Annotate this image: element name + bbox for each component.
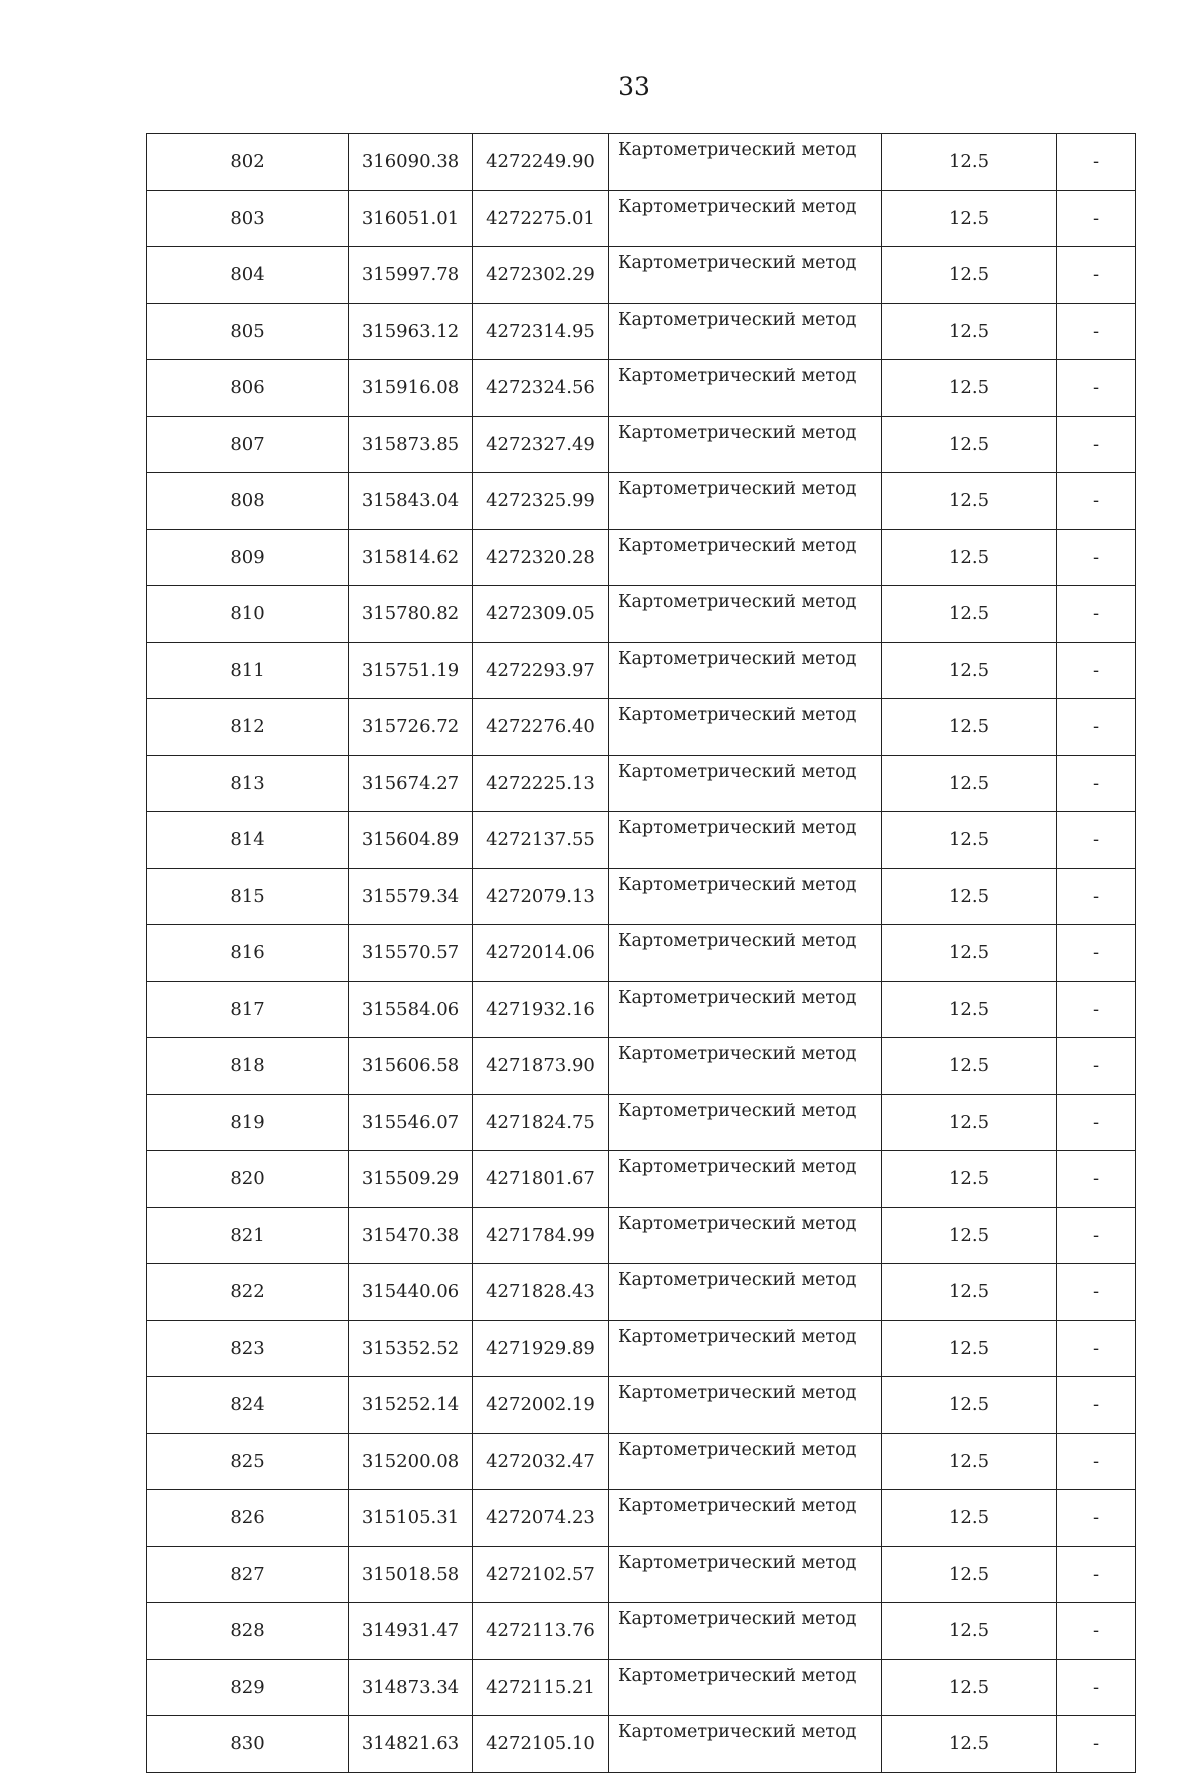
x-coordinate-cell: 315674.27	[349, 755, 473, 812]
method-cell: Картометрический метод	[609, 981, 882, 1038]
point-number-cell: 826	[147, 1490, 349, 1547]
accuracy-cell: 12.5	[882, 247, 1057, 304]
table-row	[147, 134, 1136, 191]
x-coordinate-cell: 315570.57	[349, 925, 473, 982]
accuracy-cell: 12.5	[882, 529, 1057, 586]
point-number-cell: 830	[147, 1716, 349, 1773]
y-coordinate-cell: 4272002.19	[473, 1377, 609, 1434]
accuracy-cell: 12.5	[882, 1546, 1057, 1603]
description-cell: -	[1057, 1433, 1136, 1490]
table-row	[147, 1151, 1136, 1208]
x-coordinate-cell: 315606.58	[349, 1038, 473, 1095]
accuracy-cell: 12.5	[882, 1490, 1057, 1547]
method-cell: Картометрический метод	[609, 925, 882, 982]
method-cell: Картометрический метод	[609, 1320, 882, 1377]
accuracy-cell: 12.5	[882, 360, 1057, 417]
point-number-cell: 813	[147, 755, 349, 812]
x-coordinate-cell: 314931.47	[349, 1603, 473, 1660]
point-number-cell: 821	[147, 1207, 349, 1264]
x-coordinate-cell: 315546.07	[349, 1094, 473, 1151]
description-cell: -	[1057, 1207, 1136, 1264]
x-coordinate-cell: 315726.72	[349, 699, 473, 756]
x-coordinate-cell: 315509.29	[349, 1151, 473, 1208]
method-cell: Картометрический метод	[609, 1038, 882, 1095]
point-number-cell: 805	[147, 303, 349, 360]
method-cell: Картометрический метод	[609, 755, 882, 812]
description-cell: -	[1057, 303, 1136, 360]
x-coordinate-cell: 315751.19	[349, 642, 473, 699]
point-number-cell: 809	[147, 529, 349, 586]
description-cell: -	[1057, 1038, 1136, 1095]
y-coordinate-cell: 4272113.76	[473, 1603, 609, 1660]
y-coordinate-cell: 4272314.95	[473, 303, 609, 360]
accuracy-cell: 12.5	[882, 303, 1057, 360]
table-body	[147, 134, 1136, 1773]
table-row	[147, 1433, 1136, 1490]
coordinates-table	[146, 133, 1136, 1773]
point-number-cell: 823	[147, 1320, 349, 1377]
x-coordinate-cell: 315105.31	[349, 1490, 473, 1547]
y-coordinate-cell: 4272293.97	[473, 642, 609, 699]
accuracy-cell: 12.5	[882, 1038, 1057, 1095]
table-row	[147, 1716, 1136, 1773]
table-row	[147, 303, 1136, 360]
accuracy-cell: 12.5	[882, 1320, 1057, 1377]
method-cell: Картометрический метод	[609, 642, 882, 699]
y-coordinate-cell: 4272276.40	[473, 699, 609, 756]
table-row	[147, 925, 1136, 982]
accuracy-cell: 12.5	[882, 1433, 1057, 1490]
method-cell: Картометрический метод	[609, 247, 882, 304]
method-cell: Картометрический метод	[609, 360, 882, 417]
method-cell: Картометрический метод	[609, 1659, 882, 1716]
point-number-cell: 815	[147, 868, 349, 925]
y-coordinate-cell: 4272115.21	[473, 1659, 609, 1716]
x-coordinate-cell: 315780.82	[349, 586, 473, 643]
method-cell: Картометрический метод	[609, 529, 882, 586]
description-cell: -	[1057, 1546, 1136, 1603]
accuracy-cell: 12.5	[882, 1716, 1057, 1773]
point-number-cell: 825	[147, 1433, 349, 1490]
table-row	[147, 360, 1136, 417]
point-number-cell: 803	[147, 190, 349, 247]
x-coordinate-cell: 314821.63	[349, 1716, 473, 1773]
y-coordinate-cell: 4272079.13	[473, 868, 609, 925]
method-cell: Картометрический метод	[609, 586, 882, 643]
x-coordinate-cell: 315873.85	[349, 416, 473, 473]
description-cell: -	[1057, 925, 1136, 982]
method-cell: Картометрический метод	[609, 1603, 882, 1660]
y-coordinate-cell: 4272225.13	[473, 755, 609, 812]
point-number-cell: 806	[147, 360, 349, 417]
accuracy-cell: 12.5	[882, 190, 1057, 247]
description-cell: -	[1057, 1151, 1136, 1208]
table-row	[147, 586, 1136, 643]
point-number-cell: 814	[147, 812, 349, 869]
y-coordinate-cell: 4272102.57	[473, 1546, 609, 1603]
method-cell: Картометрический метод	[609, 416, 882, 473]
description-cell: -	[1057, 981, 1136, 1038]
x-coordinate-cell: 316090.38	[349, 134, 473, 191]
description-cell: -	[1057, 868, 1136, 925]
x-coordinate-cell: 315470.38	[349, 1207, 473, 1264]
table-row	[147, 1603, 1136, 1660]
method-cell: Картометрический метод	[609, 1264, 882, 1321]
x-coordinate-cell: 315604.89	[349, 812, 473, 869]
table-row	[147, 1094, 1136, 1151]
x-coordinate-cell: 315018.58	[349, 1546, 473, 1603]
table-row	[147, 1659, 1136, 1716]
y-coordinate-cell: 4272105.10	[473, 1716, 609, 1773]
table-row	[147, 1320, 1136, 1377]
y-coordinate-cell: 4272309.05	[473, 586, 609, 643]
method-cell: Картометрический метод	[609, 303, 882, 360]
point-number-cell: 829	[147, 1659, 349, 1716]
table-row	[147, 1490, 1136, 1547]
description-cell: -	[1057, 473, 1136, 530]
y-coordinate-cell: 4272320.28	[473, 529, 609, 586]
description-cell: -	[1057, 1603, 1136, 1660]
point-number-cell: 818	[147, 1038, 349, 1095]
y-coordinate-cell: 4271929.89	[473, 1320, 609, 1377]
table-row	[147, 755, 1136, 812]
accuracy-cell: 12.5	[882, 1659, 1057, 1716]
y-coordinate-cell: 4271873.90	[473, 1038, 609, 1095]
description-cell: -	[1057, 642, 1136, 699]
description-cell: -	[1057, 416, 1136, 473]
x-coordinate-cell: 314873.34	[349, 1659, 473, 1716]
accuracy-cell: 12.5	[882, 586, 1057, 643]
y-coordinate-cell: 4271784.99	[473, 1207, 609, 1264]
point-number-cell: 828	[147, 1603, 349, 1660]
method-cell: Картометрический метод	[609, 1490, 882, 1547]
description-cell: -	[1057, 247, 1136, 304]
description-cell: -	[1057, 529, 1136, 586]
x-coordinate-cell: 315440.06	[349, 1264, 473, 1321]
method-cell: Картометрический метод	[609, 473, 882, 530]
accuracy-cell: 12.5	[882, 1094, 1057, 1151]
description-cell: -	[1057, 1659, 1136, 1716]
accuracy-cell: 12.5	[882, 925, 1057, 982]
x-coordinate-cell: 315963.12	[349, 303, 473, 360]
accuracy-cell: 12.5	[882, 134, 1057, 191]
accuracy-cell: 12.5	[882, 868, 1057, 925]
x-coordinate-cell: 316051.01	[349, 190, 473, 247]
method-cell: Картометрический метод	[609, 1546, 882, 1603]
y-coordinate-cell: 4272302.29	[473, 247, 609, 304]
point-number-cell: 820	[147, 1151, 349, 1208]
description-cell: -	[1057, 1377, 1136, 1434]
x-coordinate-cell: 315997.78	[349, 247, 473, 304]
accuracy-cell: 12.5	[882, 1377, 1057, 1434]
x-coordinate-cell: 315584.06	[349, 981, 473, 1038]
x-coordinate-cell: 315579.34	[349, 868, 473, 925]
point-number-cell: 824	[147, 1377, 349, 1434]
y-coordinate-cell: 4272324.56	[473, 360, 609, 417]
point-number-cell: 812	[147, 699, 349, 756]
y-coordinate-cell: 4272014.06	[473, 925, 609, 982]
x-coordinate-cell: 315200.08	[349, 1433, 473, 1490]
point-number-cell: 817	[147, 981, 349, 1038]
point-number-cell: 804	[147, 247, 349, 304]
y-coordinate-cell: 4271801.67	[473, 1151, 609, 1208]
point-number-cell: 802	[147, 134, 349, 191]
accuracy-cell: 12.5	[882, 1151, 1057, 1208]
description-cell: -	[1057, 360, 1136, 417]
y-coordinate-cell: 4271932.16	[473, 981, 609, 1038]
description-cell: -	[1057, 812, 1136, 869]
table-row	[147, 642, 1136, 699]
description-cell: -	[1057, 134, 1136, 191]
x-coordinate-cell: 315843.04	[349, 473, 473, 530]
x-coordinate-cell: 315352.52	[349, 1320, 473, 1377]
table-row	[147, 416, 1136, 473]
table-row	[147, 1546, 1136, 1603]
table-row	[147, 190, 1136, 247]
description-cell: -	[1057, 1320, 1136, 1377]
y-coordinate-cell: 4272325.99	[473, 473, 609, 530]
accuracy-cell: 12.5	[882, 416, 1057, 473]
method-cell: Картометрический метод	[609, 1716, 882, 1773]
method-cell: Картометрический метод	[609, 1377, 882, 1434]
table-row	[147, 981, 1136, 1038]
table-row	[147, 868, 1136, 925]
point-number-cell: 811	[147, 642, 349, 699]
point-number-cell: 816	[147, 925, 349, 982]
method-cell: Картометрический метод	[609, 1433, 882, 1490]
accuracy-cell: 12.5	[882, 812, 1057, 869]
y-coordinate-cell: 4272275.01	[473, 190, 609, 247]
accuracy-cell: 12.5	[882, 1264, 1057, 1321]
description-cell: -	[1057, 190, 1136, 247]
method-cell: Картометрический метод	[609, 1207, 882, 1264]
accuracy-cell: 12.5	[882, 981, 1057, 1038]
y-coordinate-cell: 4272032.47	[473, 1433, 609, 1490]
description-cell: -	[1057, 1264, 1136, 1321]
description-cell: -	[1057, 755, 1136, 812]
method-cell: Картометрический метод	[609, 1151, 882, 1208]
point-number-cell: 822	[147, 1264, 349, 1321]
y-coordinate-cell: 4271828.43	[473, 1264, 609, 1321]
accuracy-cell: 12.5	[882, 1603, 1057, 1660]
method-cell: Картометрический метод	[609, 812, 882, 869]
point-number-cell: 807	[147, 416, 349, 473]
point-number-cell: 827	[147, 1546, 349, 1603]
accuracy-cell: 12.5	[882, 1207, 1057, 1264]
x-coordinate-cell: 315252.14	[349, 1377, 473, 1434]
description-cell: -	[1057, 699, 1136, 756]
description-cell: -	[1057, 1094, 1136, 1151]
accuracy-cell: 12.5	[882, 473, 1057, 530]
table-row	[147, 699, 1136, 756]
accuracy-cell: 12.5	[882, 755, 1057, 812]
method-cell: Картометрический метод	[609, 699, 882, 756]
point-number-cell: 808	[147, 473, 349, 530]
y-coordinate-cell: 4272137.55	[473, 812, 609, 869]
x-coordinate-cell: 315814.62	[349, 529, 473, 586]
method-cell: Картометрический метод	[609, 190, 882, 247]
table-row	[147, 812, 1136, 869]
description-cell: -	[1057, 1716, 1136, 1773]
method-cell: Картометрический метод	[609, 134, 882, 191]
accuracy-cell: 12.5	[882, 699, 1057, 756]
table-row	[147, 473, 1136, 530]
point-number-cell: 810	[147, 586, 349, 643]
point-number-cell: 819	[147, 1094, 349, 1151]
page-number: 33	[618, 72, 650, 101]
description-cell: -	[1057, 586, 1136, 643]
y-coordinate-cell: 4271824.75	[473, 1094, 609, 1151]
table-row	[147, 1038, 1136, 1095]
accuracy-cell: 12.5	[882, 642, 1057, 699]
table-row	[147, 1207, 1136, 1264]
table-row	[147, 1377, 1136, 1434]
table-row	[147, 1264, 1136, 1321]
x-coordinate-cell: 315916.08	[349, 360, 473, 417]
y-coordinate-cell: 4272074.23	[473, 1490, 609, 1547]
y-coordinate-cell: 4272327.49	[473, 416, 609, 473]
description-cell: -	[1057, 1490, 1136, 1547]
method-cell: Картометрический метод	[609, 1094, 882, 1151]
method-cell: Картометрический метод	[609, 868, 882, 925]
table-row	[147, 247, 1136, 304]
table-row	[147, 529, 1136, 586]
y-coordinate-cell: 4272249.90	[473, 134, 609, 191]
